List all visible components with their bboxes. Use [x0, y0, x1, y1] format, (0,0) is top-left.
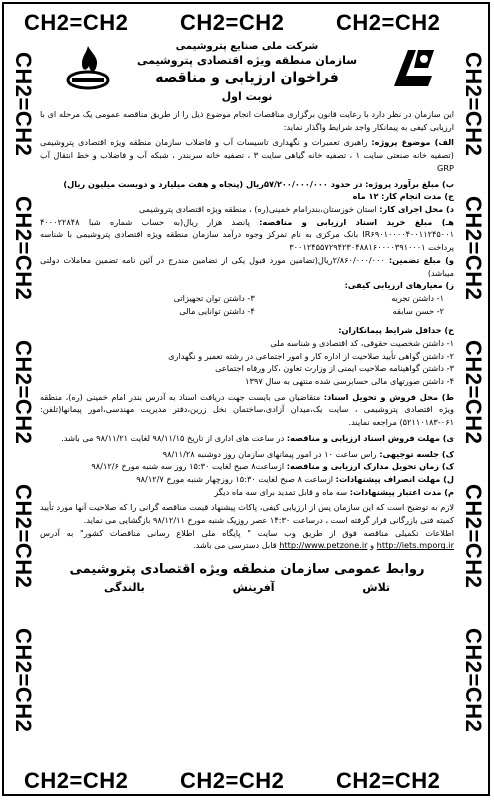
- item-e: [40, 216, 454, 254]
- item-b-label: ب) مبلغ برآورد پروژه:: [365, 178, 454, 189]
- link-petzone[interactable]: http://www.petzone.ir: [279, 540, 368, 551]
- item-a-text: راهبری تعمیرات و نگهداری تاسیسات آب و فاضلاب سازمان منطقه ویژه اقتصادی پتروشیمی (تصفیه خانه صنعتی سایت ۱ ، تصفیه خانه گیاهی سایت ۳ ، تصفیه خانه سربندر ، شبکه آب و فاضلاب و خط انتقال آب GRP: [40, 137, 454, 173]
- item-m-label: م) مدت اعتبار پیشنهادات:: [349, 486, 454, 497]
- item-k: [40, 448, 454, 461]
- ad-title: فراخوان ارزیابی و مناقصه: [155, 70, 339, 87]
- info-post: قابل دسترسی می باشد.: [193, 540, 277, 551]
- item-c-label: ج) مدت انجام کار:: [381, 191, 454, 202]
- decor-formula-left-4: CH2=CH2: [11, 484, 36, 589]
- item-f: [40, 254, 454, 279]
- item-d: [40, 203, 454, 216]
- decor-formula-top-left: CH2=CH2: [24, 10, 129, 35]
- item-f-label: و) مبلغ تضمین:: [388, 254, 454, 265]
- decor-formula-right-1: CH2=CH2: [461, 52, 486, 157]
- info-pre: اطلاعات تکمیلی مناقصه فوق از طریق وب سایت " پایگاه ملی اطلاع رسانی مناقصات کشور" به آدرس: [40, 527, 454, 538]
- org-name-line2: سازمان منطقه ویژه اقتصادی پتروشیمی: [136, 53, 358, 67]
- item-f-text: ۲/۸۶۰/۰۰۰/۰۰۰ریال(تضامین مورد قبول یکی از تضامین مندرج در آئین نامه تضمین معاملات دولتی میباشد): [40, 254, 454, 278]
- item-m: [40, 486, 454, 499]
- decor-formula-top-center: CH2=CH2: [180, 10, 285, 35]
- condition-item: ۲- داشتن گواهی تأیید صلاحیت از اداره کار و امور اجتماعی در رشته تعمیر و نگهداری: [168, 350, 454, 361]
- info-text: [40, 527, 454, 552]
- item-t-label: ط) محل فروش و تحویل اسناد:: [323, 391, 454, 402]
- org-name-line1: شرکت ملی صنایع پتروشیمی: [175, 41, 319, 52]
- pez-organization-logo: [388, 42, 440, 94]
- item-t-text: متقاضیان می بایست جهت دریافت اسناد به آدرس بندر امام خمینی (ره)، منطقه ویژه اقتصادی پتروشیمی ، سایت یک،میدان آزادی،ساختمان نخل زرین،دفتر مدیریت مهندسی،امور پیمانها(تلفن: ۰۶۱-۵۲۱۱۰۱۸۳) مراجعه نمایند.: [40, 391, 454, 428]
- criteria-grid: [40, 292, 454, 305]
- item-m-text: سه ماه و قابل تمدید برای سه ماه دیگر: [214, 486, 348, 497]
- item-l-label: ل) مهلت انصراف پیشنهادات:: [335, 473, 454, 484]
- item-a: [40, 136, 454, 174]
- item-d-label: د) محل اجرای کار:: [379, 204, 454, 214]
- item-t: [40, 391, 454, 429]
- criteria-item: ۱- داشتن تجربه: [391, 292, 444, 303]
- slogan-item: آفرینش: [232, 581, 275, 595]
- decor-formula-left-2: CH2=CH2: [11, 196, 36, 301]
- criteria-grid: [40, 305, 454, 318]
- item-e-text: پانصد هزار ریال(به حساب شماره شبا ۴۰۰۰۲۲۸۴۸ IR۶۹۰۱۰۰۰۰۴۰۰۱۱۲۴۵۰۰۱ بانک مرکزی به نام تمرکز وجوه درآمد سازمان منطقه ویژه اقتصادی پتروشیمی با شناسه پرداخت ۳۰۰۱۲۴۵۵۷۲۹۴۲۳۰۴۸۸۱۶۰۰۰۰۳۹۱۰۰۰۱: [40, 216, 454, 253]
- decor-formula-left-3: CH2=CH2: [11, 340, 36, 445]
- decor-formula-left-1: CH2=CH2: [11, 52, 36, 157]
- criteria-item: ۳- داشتن توان تجهیزاتی: [173, 292, 255, 303]
- item-kaf-text: ازساعت۸ صبح لغایت ۱۵:۳۰ روز سه شنبه مورخ ۹۸/۱۲/۶: [91, 461, 285, 472]
- link-iets[interactable]: http://iets.mporg.ir: [376, 540, 454, 551]
- item-g: [40, 279, 454, 292]
- item-y-label: ی) مهلت فروش اسناد ارزیابی و مناقصه:: [286, 432, 454, 443]
- decor-formula-left-5: CH2=CH2: [11, 628, 36, 733]
- criteria-item: ۲- حسن سابقه: [392, 306, 444, 317]
- info-mid: و: [370, 540, 375, 551]
- ad-round: نوبت اول: [221, 90, 273, 104]
- decor-formula-right-2: CH2=CH2: [461, 196, 486, 301]
- slogan-item: بالندگی: [103, 581, 145, 595]
- slogans: [40, 581, 454, 594]
- national-petrochemical-logo: [62, 42, 114, 94]
- decor-formula-right-4: CH2=CH2: [461, 484, 486, 589]
- decor-formula-top-right: CH2=CH2: [336, 10, 441, 35]
- item-c-text: ۱۲ ماه: [352, 191, 379, 202]
- note-text: لازم به توضیح است که این سازمان پس از ارزیابی کیفی، پاکات پیشنهاد قیمت مناقصه گرانی را که صلاحیت آنها مورد تأیید کمیته فنی بازرگانی قرار گرفته است ، درساعت ۱۴:۳۰ عصر روزیک شنبه مورخ ۹۸/۱۲/۱۱ بازگشایی می نماید.: [40, 502, 454, 526]
- condition-item: ۳- داشتن گواهینامه صلاحیت ایمنی از وزارت تعاون ،کار ورفاه اجتماعی: [215, 363, 454, 374]
- intro-text: این سازمان در نظر دارد با رعایت قانون برگزاری مناقصات انجام موضوع ذیل را از طریق مناقصه عمومی یک مرحله ای با ارزیابی کیفی به پیمانکار واجد شرایط واگذار نماید:: [40, 109, 454, 132]
- condition-item: ۴- داشتن صورتهای مالی حسابرسی شده منتهی به سال ۱۳۹۷: [245, 375, 454, 386]
- slogan-item: تلاش: [362, 581, 391, 595]
- item-k-label: ک) جلسه توجیهی:: [379, 448, 454, 459]
- item-l-text: ازساعت ۸ صبح لغایت ۱۵:۳۰ روزچهار شنبه مورخ ۹۸/۱۲/۷: [136, 473, 334, 484]
- item-kaf: [40, 460, 454, 473]
- item-h-label: ح) حداقل شرایط پیمانکاران:: [338, 325, 454, 336]
- item-g-label: ز) معیارهای ارزیابی کیفی:: [344, 280, 454, 291]
- decor-formula-right-3: CH2=CH2: [461, 340, 486, 445]
- decor-formula-bottom-center: CH2=CH2: [180, 768, 285, 793]
- item-kaf-label: ک) زمان تحویل مدارک ارزیابی و مناقصه:: [286, 461, 454, 472]
- item-h: [40, 324, 454, 337]
- decor-formula-bottom-left: CH2=CH2: [24, 768, 129, 793]
- item-d-text: استان خوزستان،بندرامام خمینی(ره) ، منطقه ویژه اقتصادی پتروشیمی: [138, 204, 377, 214]
- item-y: [40, 432, 454, 445]
- criteria-item: ۴- داشتن توانایی مالی: [179, 306, 255, 317]
- item-e-label: هـ) مبلغ خرید اسناد ارزیابی و مناقصه:: [259, 216, 454, 227]
- item-a-label: الف) موضوع پروژه:: [371, 137, 454, 148]
- public-relations-signature: روابط عمومی سازمان منطقه ویژه اقتصادی پتروشیمی: [69, 562, 425, 578]
- item-y-text: در ساعت های اداری از تاریخ ۹۸/۱۱/۱۵ لغایت ۹۸/۱۱/۲۱ می باشد.: [61, 432, 285, 443]
- decor-formula-right-5: CH2=CH2: [461, 628, 486, 733]
- condition-item: ۱- داشتن شخصیت حقوقی، کد اقتصادی و شناسه ملی: [270, 337, 454, 348]
- item-c: [40, 190, 454, 203]
- decor-formula-bottom-right: CH2=CH2: [336, 768, 441, 793]
- item-l: [40, 473, 454, 486]
- item-b-text: در حدود ۵۷/۲۰۰/۰۰۰/۰۰۰ریال (پنجاه و هفت میلیارد و دویست میلیون ریال): [63, 178, 363, 189]
- ad-content: [40, 40, 454, 760]
- item-b: [40, 178, 454, 191]
- item-k-text: راس ساعت ۱۰ در امور پیمانهای سازمان روز دوشنبه ۹۸/۱۱/۲۸: [162, 448, 377, 459]
